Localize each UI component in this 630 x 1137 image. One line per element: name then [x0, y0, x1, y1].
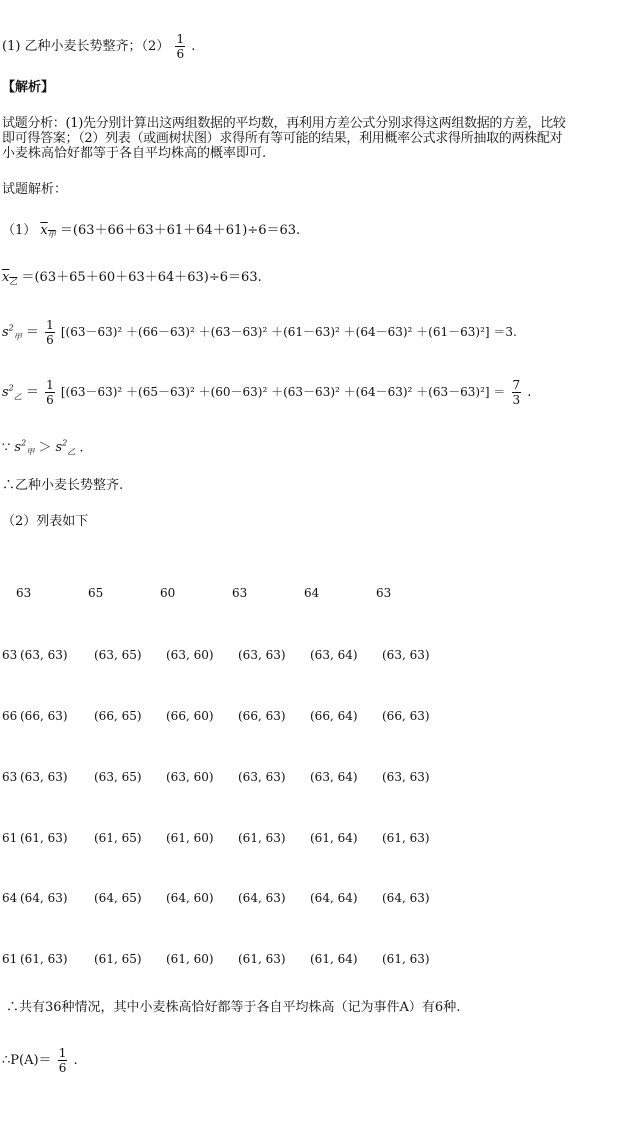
summary-line: ∴共有36种情况，其中小麦株高恰好都等于各自平均株高（记为事件A）有6种.: [6, 1000, 461, 1015]
because-right-symbol: $s^2_乙$: [55, 439, 76, 457]
solution-heading: 试题解析：: [2, 182, 68, 197]
table-row-label: 61: [2, 831, 18, 845]
table-row-label: 66: [2, 709, 18, 723]
table-cell: (61, 60): [166, 952, 214, 966]
because-tail: .: [79, 440, 84, 456]
table-cell: (63, 60): [166, 770, 214, 784]
table-cell: (66, 63): [382, 709, 430, 723]
answer-frac-den: 6: [176, 47, 185, 61]
prob-frac-den: 6: [58, 1061, 67, 1075]
table-row-label: 61: [2, 952, 18, 966]
table-cell: (63, 63): [382, 648, 430, 662]
var-yi-eq: ＝: [25, 385, 39, 400]
table-cell: (66, 60): [166, 709, 214, 723]
var-yi-frac-num: 1: [46, 378, 54, 392]
mean-jia-symbol: $x_甲$: [40, 223, 56, 240]
table-row-label: 63: [2, 770, 18, 784]
table-cell: (66, 64): [310, 709, 358, 723]
table-header-cell: 65: [88, 586, 104, 600]
var-yi-body: [(63－63)² ＋(65－63)² ＋(60－63)² ＋(63－63)² ＋(64－63)² ＋(63－63)²] ＝: [60, 385, 506, 399]
table-cell: (61, 64): [310, 831, 358, 845]
table-cell: (64, 64): [310, 891, 358, 905]
var-jia-frac-den: 6: [46, 333, 54, 347]
prob-tail: .: [73, 1053, 78, 1068]
var-jia-symbol: $s^2_甲$: [2, 323, 22, 342]
mean-jia-body: ＝(63＋66＋63＋61＋64＋61)÷6＝63.: [59, 223, 301, 238]
table-cell: (61, 63): [238, 952, 286, 966]
table-cell: (61, 63): [20, 952, 68, 966]
table-cell: (63, 65): [94, 770, 142, 784]
table-cell: (63, 63): [20, 648, 68, 662]
table-cell: (63, 65): [94, 648, 142, 662]
table-cell: (64, 63): [238, 891, 286, 905]
jiexi-heading: 【解析】: [2, 80, 55, 95]
table-cell: (61, 63): [382, 831, 430, 845]
mean-jia-prefix: （1）: [2, 223, 37, 238]
analysis-line-3: 小麦株高恰好都等于各自平均株高的概率即可.: [2, 146, 267, 161]
table-header-cell: 64: [304, 586, 320, 600]
var-jia-body: [(63－63)² ＋(66－63)² ＋(63－63)² ＋(61－63)² ＋(64－63)² ＋(61－63)²] ＝3.: [60, 325, 517, 339]
table-row-label: 64: [2, 891, 18, 905]
table-cell: (66, 65): [94, 709, 142, 723]
table-cell: (61, 64): [310, 952, 358, 966]
probability-line: [2, 1046, 78, 1075]
therefore-line: ∴乙种小麦长势整齐.: [2, 478, 124, 493]
table-header-cell: 63: [376, 586, 392, 600]
table-cell: (66, 63): [20, 709, 68, 723]
answer-frac-num: 1: [176, 32, 185, 46]
because-left-symbol: $s^2_甲$: [14, 439, 35, 457]
var-yi-res-num: 7: [512, 378, 521, 392]
table-row-label: 63: [2, 648, 18, 662]
prob-fraction: [58, 1046, 68, 1075]
table-cell: (61, 63): [238, 831, 286, 845]
table-cell: (63, 63): [382, 770, 430, 784]
table-cell: (61, 65): [94, 952, 142, 966]
var-yi-symbol: $s^2_乙$: [2, 383, 22, 402]
table-cell: (63, 63): [238, 648, 286, 662]
prob-prefix: ∴P(A)＝: [2, 1053, 52, 1068]
table-cell: (61, 60): [166, 831, 214, 845]
var-jia-frac-num: 1: [46, 318, 54, 332]
table-cell: (66, 63): [238, 709, 286, 723]
table-cell: (63, 63): [20, 770, 68, 784]
table-cell: (63, 60): [166, 648, 214, 662]
answer-text: (1) 乙种小麦长势整齐；（2）: [2, 39, 170, 54]
mean-yi-body: ＝(63＋65＋60＋63＋64＋63)÷6＝63.: [21, 270, 262, 285]
table-header-cell: 63: [16, 586, 32, 600]
because-symbol: ∵: [2, 440, 11, 456]
table-cell: (63, 63): [238, 770, 286, 784]
table-cell: (64, 60): [166, 891, 214, 905]
table-cell: (61, 63): [20, 831, 68, 845]
table-header-cell: 60: [160, 586, 176, 600]
table-cell: (64, 63): [20, 891, 68, 905]
var-jia-eq: ＝: [25, 325, 39, 340]
analysis-line-2: 即可得答案；（2）列表（或画树状图）求得所有等可能的结果，利用概率公式求得所抽取的两株配对: [2, 131, 563, 146]
table-header-cell: 63: [232, 586, 248, 600]
var-yi-tail: .: [527, 385, 532, 400]
table-cell: (61, 63): [382, 952, 430, 966]
var-yi-res-den: 3: [512, 393, 521, 407]
table-cell: (63, 64): [310, 770, 358, 784]
table-cell: (64, 63): [382, 891, 430, 905]
table-cell: (61, 65): [94, 831, 142, 845]
table-cell: (64, 65): [94, 891, 142, 905]
answer-tail: .: [191, 39, 196, 54]
table-cell: (63, 64): [310, 648, 358, 662]
analysis-line-1: 试题分析：(1)先分别计算出这两组数据的平均数，再利用方差公式分别求得这两组数据的方差，比较: [2, 116, 566, 131]
var-yi-frac-den: 6: [46, 393, 54, 407]
part2-heading: （2）列表如下: [2, 514, 89, 529]
because-gt: ＞: [38, 440, 52, 456]
mean-yi-symbol: $x_乙$: [2, 270, 18, 287]
prob-frac-num: 1: [58, 1046, 67, 1060]
